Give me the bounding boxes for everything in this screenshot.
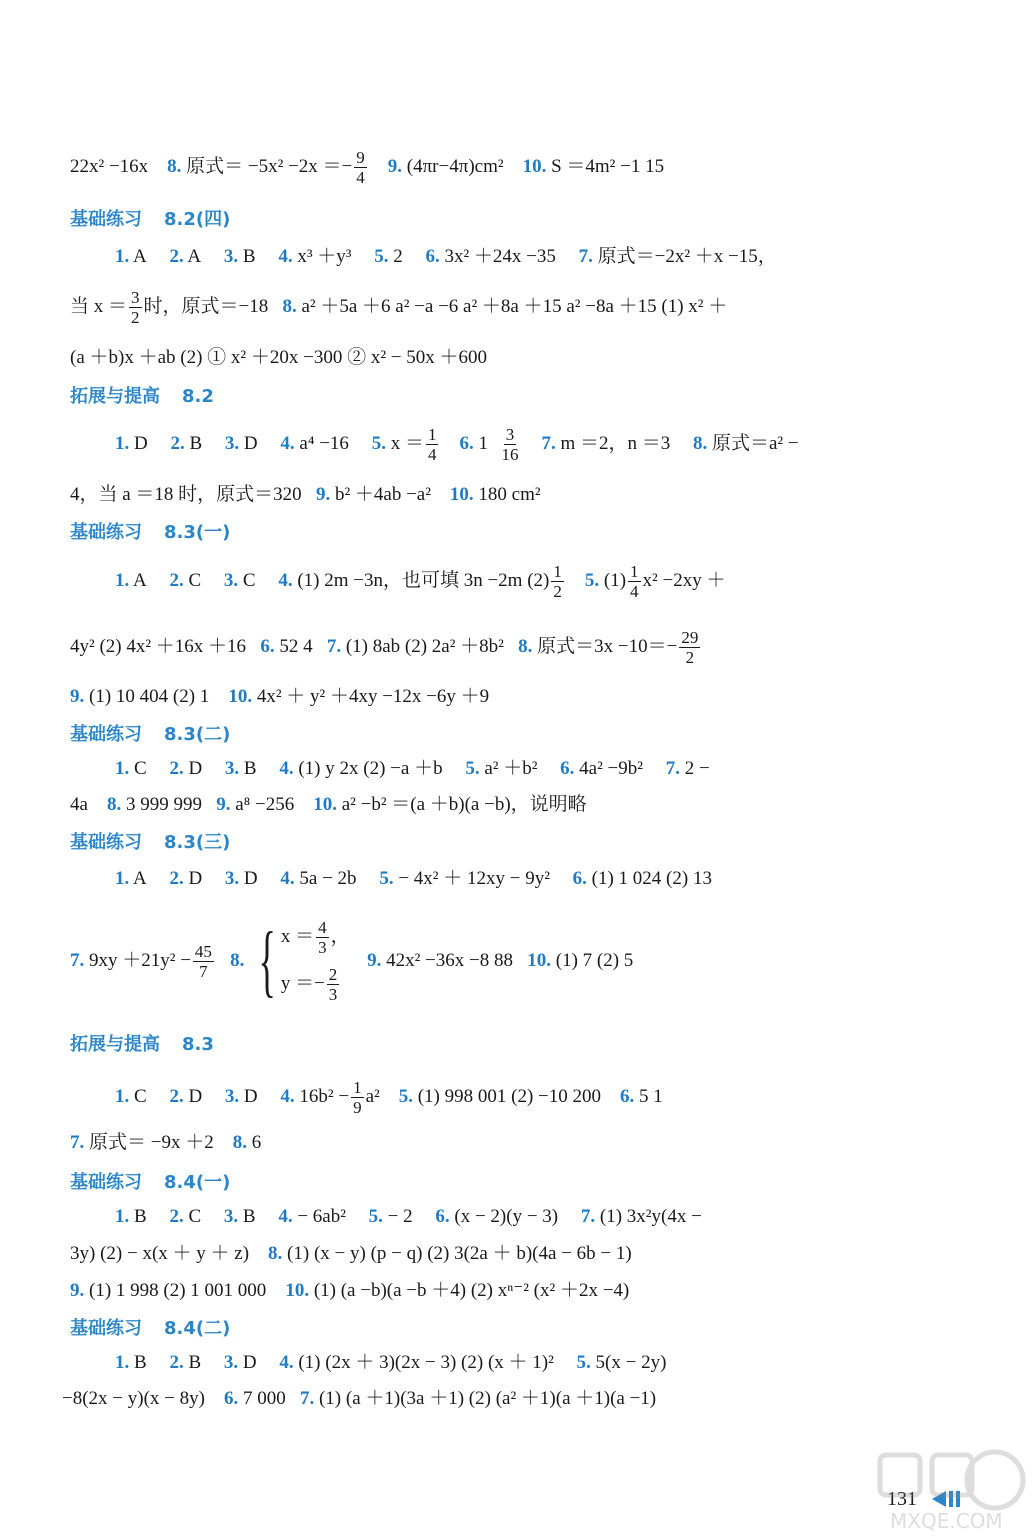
question-number: 8. bbox=[167, 155, 182, 177]
fraction: $\frac{3}{2}$ bbox=[131, 288, 140, 327]
answer-line: 4a 8. 3 999 999 9. a⁸ −256 10. a² −b² ＝(a ＋b)(a −b)，说明略 bbox=[70, 794, 587, 815]
answer-line: 1. B 2. B 3. D 4. (1) (2x ＋ 3)(2x − 3) (2) (x ＋ 1)² 5. 5(x − 2y) bbox=[115, 1352, 667, 1373]
answer-line: 1. A 2. A 3. B 4. x³ ＋y³ 5. 2 6. 3x² ＋24x −35 7. 原式＝−2x² ＋x −15， bbox=[115, 246, 777, 267]
fraction: $\frac{3}{16}$ bbox=[501, 425, 519, 464]
answer-line: 1. A 2. C 3. C 4. (1) 2m −3n，也可填 3n −2m (2) $\frac{1}{2}$ 5. (1) $\frac{1}{4}$ x² −2xy ＋ bbox=[115, 562, 726, 601]
fraction: $\frac{45}{7}$ bbox=[194, 941, 212, 981]
fraction: $\frac{1}{4}$ bbox=[630, 562, 639, 601]
watermark-logo bbox=[870, 1440, 1030, 1535]
answer-line: 当 x ＝ $\frac{3}{2}$ 时，原式＝−18 8. a² ＋5a ＋6 a² −a −6 a² ＋8a ＋15 a² −8a ＋15 (1) x² ＋ bbox=[70, 288, 728, 327]
section-heading: 拓展与提高 8.2 bbox=[70, 386, 214, 407]
question-number: 9. bbox=[387, 155, 403, 177]
answer-line: 1. A 2. D 3. D 4. 5a − 2b 5. − 4x² ＋ 12xy − 9y² 6. (1) 1 024 (2) 13 bbox=[115, 868, 712, 889]
answer-line: 7. 9xy ＋21y² − $\frac{45}{7}$ 8. { x ＝ $\frac{4}{3}$ ， y ＝− $\frac{2}{3}$ 9. 42x² −36x −8 88 10. (1) 7 (2) 5 bbox=[70, 917, 634, 1005]
answer-line: −8(2x − y)(x − 8y) 6. 7 000 7. (1) (a ＋1)(3a ＋1) (2) (a² ＋1)(a ＋1)(a −1) bbox=[62, 1388, 657, 1409]
answer-line: 1. C 2. D 3. B 4. (1) y 2x (2) −a ＋b 5. a² ＋b² 6. 4a² −9b² 7. 2 − bbox=[115, 758, 710, 779]
section-heading: 基础练习 8.4(二) bbox=[70, 1318, 231, 1339]
section-heading: 基础练习 8.3(一) bbox=[70, 522, 231, 543]
answer-line: (a ＋b)x ＋ab (2) ① x² ＋20x −300 ② x² − 50x ＋600 bbox=[70, 347, 487, 368]
answer-line: 1. D 2. B 3. D 4. a⁴ −16 5. x ＝ $\frac{1}{4}$ 6. 1 $\frac{3}{16}$ 7. m ＝2，n ＝3 8. 原式＝a² − bbox=[115, 425, 799, 464]
answer-line: 1. C 2. D 3. D 4. 16b² − $\frac{1}{9}$ a² 5. (1) 998 001 (2) −10 200 6. 5 1 bbox=[115, 1078, 663, 1117]
brace-icon: { bbox=[258, 917, 277, 1005]
svg-text:MXQE.COM: MXQE.COM bbox=[890, 1509, 1003, 1533]
question-number: 10. bbox=[522, 155, 547, 177]
section-heading: 基础练习 8.2(四) bbox=[70, 209, 231, 230]
answer-line: 9. (1) 1 998 (2) 1 001 000 10. (1) (a −b)(a −b ＋4) (2) xⁿ⁻² (x² ＋2x −4) bbox=[70, 1280, 630, 1301]
equation-system: { x ＝ $\frac{4}{3}$ ， y ＝− $\frac{2}{3}$ bbox=[258, 917, 350, 1005]
page-number: 131 bbox=[887, 1488, 917, 1510]
section-heading: 基础练习 8.3(二) bbox=[70, 724, 231, 745]
section-heading: 拓展与提高 8.3 bbox=[70, 1034, 214, 1055]
fraction: $\frac{1}{4}$ bbox=[427, 425, 437, 464]
fraction: $\frac{29}{2}$ bbox=[681, 628, 699, 667]
answer-line: 7. 原式＝ −9x ＋2 8. 6 bbox=[70, 1132, 262, 1153]
fraction: $\frac{1}{2}$ bbox=[553, 562, 562, 601]
section-heading: 基础练习 8.4(一) bbox=[70, 1172, 231, 1193]
answer-line: 4，当 a ＝18 时，原式＝320 9. b² ＋4ab −a² 10. 180 cm² bbox=[70, 484, 541, 505]
fraction: $\frac{9}{4}$ bbox=[356, 148, 365, 187]
answer-line: 22x² −16x 8. 原式＝ −5x² −2x ＝− $\frac{9}{4}$ 9. (4πr−4π)cm² 10. S ＝4m² −1 15 bbox=[70, 148, 665, 187]
answer-line: 4y² (2) 4x² ＋16x ＋16 6. 52 4 7. (1) 8ab (2) 2a² ＋8b² 8. 原式＝3x −10＝− $\frac{29}{2}$ bbox=[70, 628, 699, 667]
fraction: $\frac{1}{9}$ bbox=[353, 1078, 362, 1117]
answer-line: 9. (1) 10 404 (2) 1 10. 4x² ＋ y² ＋4xy −12x −6y ＋9 bbox=[70, 686, 490, 707]
answer-line: 3y) (2) − x(x ＋ y ＋ z) 8. (1) (x − y) (p − q) (2) 3(2a ＋ b)(4a − 6b − 1) bbox=[70, 1243, 632, 1264]
answer-line: 1. B 2. C 3. B 4. − 6ab² 5. − 2 6. (x − 2)(y − 3) 7. (1) 3x²y(4x − bbox=[115, 1206, 702, 1227]
section-heading: 基础练习 8.3(三) bbox=[70, 832, 231, 853]
